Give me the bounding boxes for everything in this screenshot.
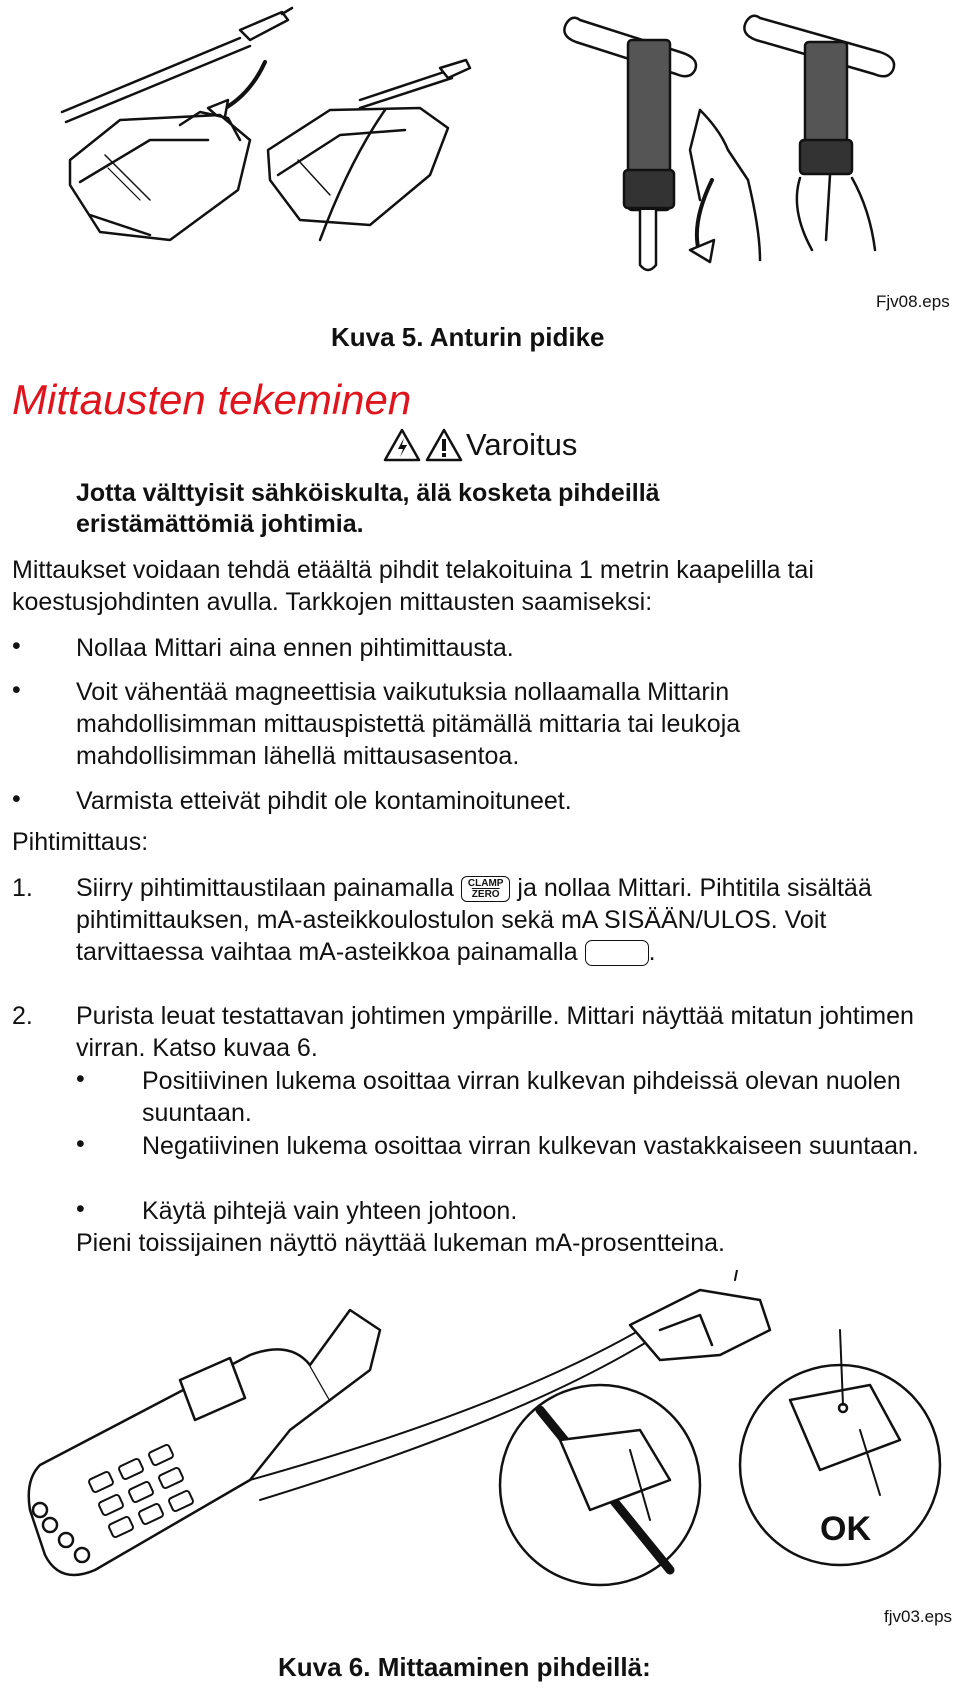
sub-bullet-item: Positiivinen lukema osoittaa virran kulkevan pihdeissä olevan nuolen suuntaan. — [142, 1067, 901, 1127]
bullet-dot: • — [12, 785, 21, 813]
bullet-dot: • — [76, 1065, 85, 1093]
clamp-key-bottom: ZERO — [471, 889, 500, 901]
ma-range-key — [585, 940, 649, 966]
bullet-dot: • — [76, 1130, 85, 1158]
figure-6-illustration — [0, 1270, 960, 1610]
step-1-end: . — [648, 938, 656, 966]
sub-bullet-item: Negatiivinen lukema osoittaa virran kulkevan vastakkaiseen suuntaan. — [142, 1132, 919, 1160]
warning-title: Varoitus — [466, 427, 578, 462]
bullet-dot: • — [12, 632, 21, 660]
warning-text: Jotta välttyisit sähköiskulta, älä kosketa pihdeillä eristämättömiä johtimia. — [76, 479, 660, 538]
tip-item: Voit vähentää magneettisia vaikutuksia nollaamalla Mittarin mahdollisimman mittauspistettä pitämällä mittaria tai leukoja mahdollisimman lähellä mittausasentoa. — [76, 678, 741, 770]
figure-5-file-label: Fjv08.eps — [876, 292, 950, 311]
section-title: Mittausten tekeminen — [12, 376, 412, 423]
clamp-zero-key — [461, 876, 511, 902]
sub-bullet-item: Käytä pihtejä vain yhteen johtoon. — [142, 1197, 518, 1225]
bullet-dot: • — [76, 1195, 85, 1223]
step-1-text — [76, 872, 936, 968]
figure-5-illustration — [0, 0, 960, 300]
bullet-dot: • — [12, 676, 21, 704]
ok-label: OK — [820, 1510, 871, 1548]
clamp-key-top: CLAMP — [467, 878, 504, 890]
warning-title-row — [382, 427, 577, 463]
intro-paragraph: Mittaukset voidaan tehdä etäältä pihdit telakoituina 1 metrin kaapelilla tai koestusjohdinten avulla. Tarkkojen mittausten saamiseksi: — [12, 556, 814, 616]
warning-icon — [424, 427, 464, 463]
tip-item: Varmista etteivät pihdit ole kontaminoituneet. — [76, 787, 572, 815]
electric-hazard-icon — [382, 427, 422, 463]
figure-5-caption: Kuva 5. Anturin pidike — [331, 322, 605, 352]
closing-text: Pieni toissijainen näyttö näyttää lukeman mA-prosentteina. — [76, 1229, 725, 1257]
step-1-number: 1. — [12, 874, 33, 902]
step-1-before: Siirry pihtimittaustilaan painamalla — [76, 874, 454, 902]
figure-6-caption: Kuva 6. Mittaaminen pihdeillä: — [278, 1652, 651, 1682]
tip-item: Nollaa Mittari aina ennen pihtimittausta. — [76, 634, 514, 662]
figure-6-file-label: fjv03.eps — [884, 1607, 953, 1626]
step-2-text: Purista leuat testattavan johtimen ympärille. Mittari näyttää mitatun johtimen virran. Katso kuvaa 6. — [76, 1002, 914, 1062]
step-2-number: 2. — [12, 1002, 33, 1030]
step-1-after: ja nollaa Mittari. Pihtitila sisältää pihtimittauksen, mA-asteikkoulostulon sekä mA SISÄÄN/ULOS. Voit tarvittaessa vaihtaa mA-asteikkoa painamalla — [76, 874, 872, 966]
procedure-label: Pihtimittaus: — [12, 828, 149, 856]
